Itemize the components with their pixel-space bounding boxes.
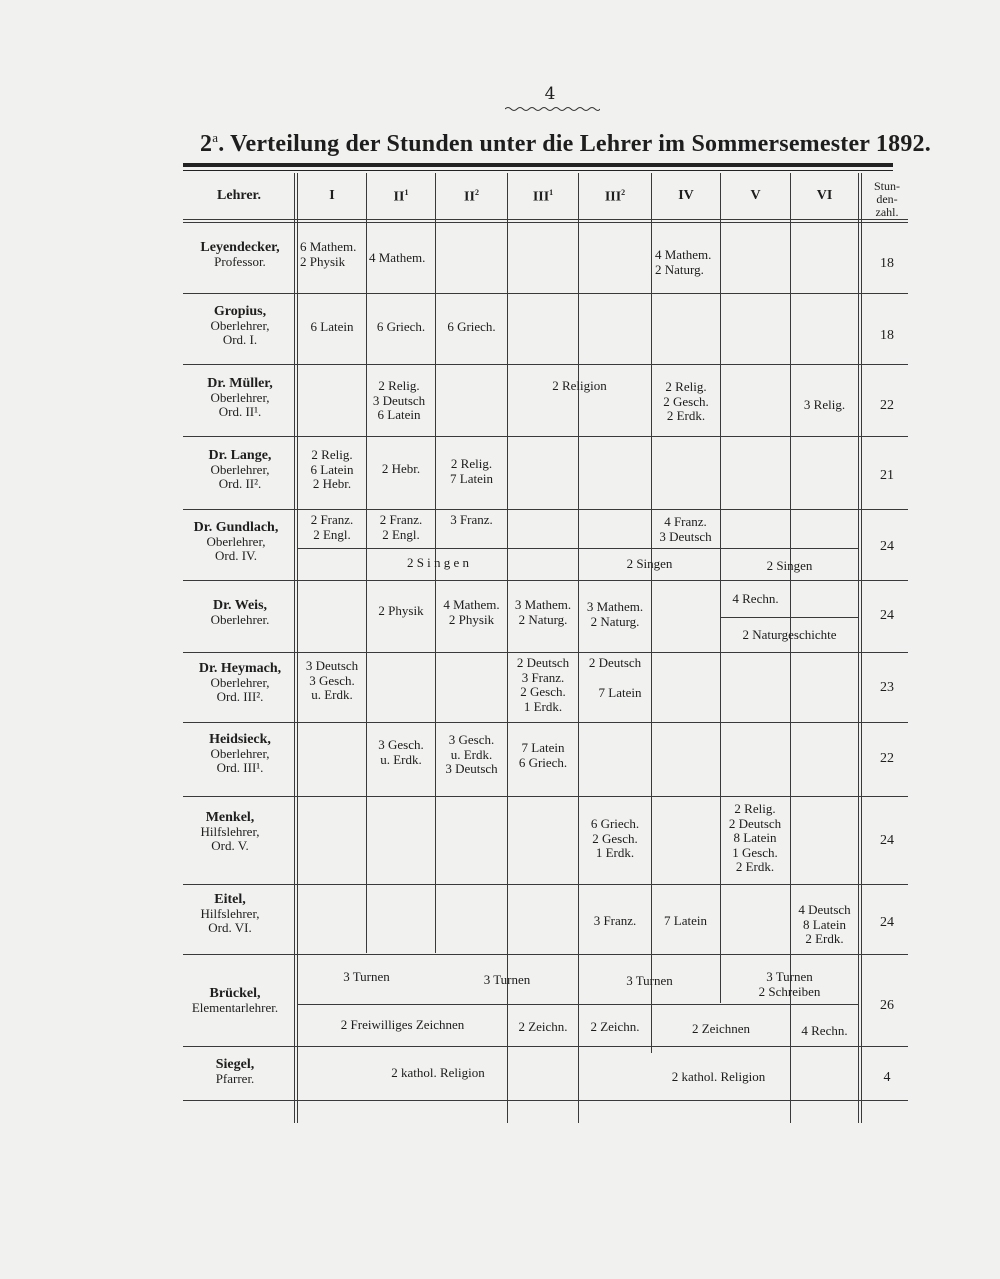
schedule-cell [721,970,858,999]
schedule-cell-line: 3 Deutsch [445,761,498,776]
schedule-cell-line: 2 Gesch. [592,830,638,846]
col-line [861,173,862,1123]
schedule-cell [436,733,507,777]
row-line [183,436,908,437]
schedule-cell [508,656,578,714]
schedule-cell-line: 2 Singen [626,556,673,571]
schedule-cell [508,598,578,627]
schedule-cell [367,604,435,619]
schedule-cell-line: 2 Erdk. [666,408,706,423]
schedule-cell [298,448,366,492]
title-rule-thick [183,163,893,167]
row-line [183,293,908,294]
schedule-cell-line: 2 Zeichnen [691,1021,751,1036]
schedule-cell-line: 6 Griech. [590,816,640,831]
schedule-cell [720,802,790,875]
header-class-i: I [329,188,335,203]
schedule-cell-line: 4 Franz. [664,514,707,529]
schedule-cell-line: 2 Engl. [382,526,420,542]
schedule-cell [364,379,434,423]
schedule-cell-line: 2 Erdk. [805,931,844,946]
schedule-cell-line: 6 Latein [310,319,354,334]
schedule-cell-line: 7 Latein [450,470,493,486]
teacher-name: Menkel, Hilfslehrer, Ord. V. [200,810,260,853]
schedule-cell [579,600,651,629]
row-line [183,722,908,723]
schedule-cell [369,251,425,266]
total-hours: 24 [880,608,894,623]
schedule-cell-line: 2 Hebr. [312,476,352,491]
row-line [183,796,908,797]
total-hours: 18 [880,256,894,271]
schedule-cell [650,380,722,424]
header-class-iii1: III$^1$ [532,188,554,205]
schedule-cell-line: 2 Zeichn. [590,1019,640,1034]
title-rule-thin [183,170,893,171]
schedule-cell-line: 2 Relig. [450,456,493,471]
teacher-name: Dr. Heymach, Oberlehrer, Ord. III². [198,661,282,704]
schedule-cell-line: u. Erdk. [380,751,422,767]
header-stundenzahl: Stun- den- zahl. [873,179,900,219]
schedule-cell [721,592,790,607]
total-hours: 21 [880,468,894,483]
schedule-cell-line: 3 Turnen [343,969,390,984]
schedule-cell [721,559,858,574]
schedule-cell-line: 2 Religion [552,378,607,393]
schedule-cell-line: 3 Gesch. [309,672,355,688]
row-line [183,652,908,653]
schedule-cell [651,914,720,929]
total-hours: 26 [880,998,894,1013]
schedule-cell [579,686,661,701]
schedule-cell-line: 2 Naturg. [655,261,704,277]
schedule-cell [791,1024,858,1039]
schedule-cell-line: 2 Relig. [378,378,420,393]
schedule-cell [436,973,578,988]
total-hours: 22 [880,398,894,413]
schedule-cell-line: 6 Griech. [518,754,568,770]
schedule-cell [298,556,578,571]
schedule-cell-line: 7 Latein [598,685,642,700]
schedule-cell-line: 2 Physik [448,611,495,627]
teacher-name: Brückel, Elementarlehrer. [191,986,279,1015]
schedule-cell [298,1066,578,1081]
schedule-cell-line: 3 Mathem. [586,599,644,614]
schedule-cell-line: 2 Franz. [310,512,354,527]
schedule-cell-line: 4 Rechn. [732,591,779,606]
schedule-cell-line: 6 Latein [310,461,354,477]
schedule-cell-line: 7 Latein [664,913,707,928]
teacher-name: Eitel, Hilfslehrer, Ord. VI. [200,892,260,935]
header-class-iii2: III$^2$ [604,188,626,205]
page-number: 4 [544,84,556,104]
schedule-cell-line: 1 Erdk. [595,845,635,860]
schedule-cell [655,248,711,277]
header-rule [183,219,908,220]
row-line [183,580,908,581]
schedule-cell-line: 2 Deutsch [588,655,642,670]
schedule-cell [579,557,720,572]
header-class-ii1: $II^1$ [393,188,409,205]
schedule-cell [579,656,651,671]
schedule-cell-line: 2 kathol. Religion [671,1069,766,1084]
schedule-cell-line: 6 Griech. [376,319,426,334]
header-class-iv: IV [678,188,694,203]
schedule-cell-line: 2 Zeichn. [518,1019,568,1034]
row-line [183,509,908,510]
teacher-name: Gropius, Oberlehrer, Ord. I. [210,304,270,347]
schedule-cell-line: 2 Naturg. [590,613,640,629]
schedule-cell-line: 3 Franz. [450,512,493,527]
schedule-cell-line: 2 Relig. [734,801,776,816]
schedule-cell-line: 2 Engl. [313,526,351,542]
schedule-cell-line: u. Erdk. [311,687,353,702]
col-line [858,173,859,1123]
schedule-cell [791,903,858,947]
schedule-cell-line: 6 Latein [377,407,421,422]
schedule-cell-line: 2 kathol. Religion [391,1065,485,1080]
schedule-cell-line: 4 Deutsch [798,902,851,917]
schedule-cell [367,462,435,477]
schedule-cell-line: 6 Griech. [447,319,496,334]
schedule-cell [367,320,435,335]
schedule-cell-line: 2 Physik [378,603,424,618]
schedule-cell-line: 1 Gesch. [732,844,778,860]
schedule-cell-line: 2 Deutsch [516,655,570,670]
schedule-cell-line: 2 Franz. [379,512,423,527]
teacher-name: Heidsieck, Oberlehrer, Ord. III¹. [209,732,271,775]
schedule-cell-line: 4 Mathem. [655,247,712,262]
header-rule [183,222,908,223]
schedule-cell-line: 6 Mathem. [300,239,357,254]
schedule-cell [652,1022,790,1037]
schedule-cell-line: 3 Gesch. [448,732,495,747]
schedule-cell-line: 8 Latein [803,916,846,932]
total-hours: 22 [880,751,894,766]
total-hours: 23 [880,680,894,695]
row-line [298,548,858,549]
schedule-cell [367,513,435,542]
total-hours: 24 [880,915,894,930]
schedule-cell [579,974,720,989]
schedule-cell [508,741,578,770]
schedule-cell [579,1020,651,1035]
total-hours: 4 [883,1070,891,1085]
schedule-cell [298,659,366,703]
schedule-cell-line: 3 Deutsch [372,392,426,408]
schedule-cell [651,515,720,544]
row-line [183,954,908,955]
row-line [720,617,858,618]
schedule-cell-line: 2 Deutsch [728,815,782,831]
total-hours: 24 [880,539,894,554]
schedule-cell-line: 2 Freiwilliges Zeichnen [340,1017,465,1032]
schedule-cell [436,457,507,486]
header-class-vi: VI [816,188,833,203]
table-bottom [183,1100,908,1101]
schedule-cell-line: 2 Physik [300,253,346,269]
schedule-cell-line: 2 Relig. [665,379,707,394]
total-hours: 18 [880,328,894,343]
header-lehrer: Lehrer. [217,188,261,203]
schedule-cell-line: 2 Gesch. [520,684,566,699]
decorative-wave [505,106,600,112]
schedule-cell-line: 3 Turnen [483,972,531,987]
schedule-cell-line: 3 Deutsch [305,658,359,673]
schedule-cell-line: 3 Turnen [766,969,813,984]
schedule-cell [508,379,651,394]
schedule-cell-line: 4 Mathem. [443,597,500,612]
schedule-cell [298,513,366,542]
schedule-cell-line: 3 Turnen [626,973,673,988]
schedule-cell-line: 8 Latein [733,830,777,845]
schedule-cell [791,398,858,413]
teacher-name: Siegel, Pfarrer. [215,1057,255,1086]
schedule-cell-line: 3 Mathem. [514,597,572,612]
schedule-cell-line: 2 Naturg. [518,611,568,627]
schedule-cell [436,513,507,528]
schedule-cell-line: 4 Mathem. [369,250,426,265]
schedule-cell [367,738,435,767]
schedule-cell [508,1020,578,1035]
schedule-cell-line: 7 Latein [521,740,565,755]
schedule-cell [579,1070,858,1085]
schedule-cell-line: 2 Hebr. [381,461,421,476]
schedule-cell [436,320,507,335]
schedule-cell-line: 3 Gesch. [378,737,424,752]
header-class-ii2: $II^2$ [464,188,479,205]
col-line [720,173,721,1003]
schedule-cell-line: 1 Erdk. [523,698,563,714]
header-class-v: V [750,188,761,203]
teacher-name: Dr. Weis, Oberlehrer. [210,598,270,627]
schedule-cell [721,628,858,643]
schedule-cell [579,914,651,929]
schedule-cell-line: 2 S i n g e n [406,555,470,570]
page-title: 2$^a$. Verteilung der Stunden unter die Lehrer im Sommersemester 1892. [200,130,931,157]
teacher-name: Leyendecker, Professor. [200,240,280,269]
schedule-cell-line: 4 Rechn. [801,1023,848,1038]
teacher-name: Dr. Lange, Oberlehrer, Ord. II². [208,448,272,491]
schedule-cell [298,970,435,985]
schedule-cell [298,320,366,335]
schedule-cell-line: 3 Franz. [521,669,565,685]
schedule-cell-line: 2 Schreiben [758,983,821,999]
schedule-cell [579,817,651,861]
total-hours: 24 [880,833,894,848]
schedule-cell-line: 2 Singen [766,558,813,573]
schedule-cell [436,598,507,627]
teacher-name: Dr. Müller, Oberlehrer, Ord. II¹. [207,376,273,419]
row-line [183,884,908,885]
schedule-cell-line: 2 Relig. [311,447,353,462]
schedule-cell-line: 2 Gesch. [663,393,709,409]
schedule-cell-line: 3 Franz. [593,913,637,928]
schedule-cell-line: 2 Erdk. [735,859,775,874]
schedule-cell-line: 3 Deutsch [659,528,712,544]
schedule-cell [300,240,356,269]
schedule-cell-line: u. Erdk. [450,746,493,762]
row-line [183,364,908,365]
teacher-name: Dr. Gundlach, Oberlehrer, Ord. IV. [193,520,279,563]
schedule-cell [298,1018,507,1033]
row-line [183,1046,908,1047]
schedule-cell-line: 3 Relig. [803,397,846,412]
schedule-cell-line: 2 Naturgeschichte [742,627,837,642]
row-line [298,1004,858,1005]
